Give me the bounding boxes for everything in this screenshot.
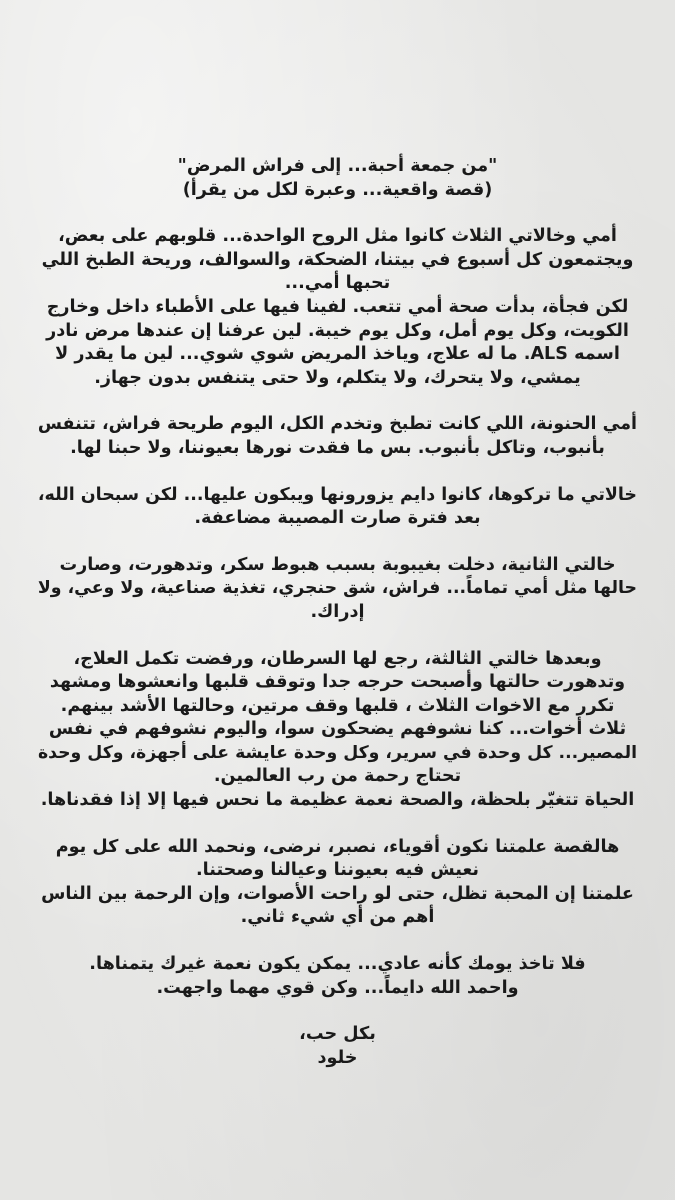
text-line: الحياة تتغيّر بلحظة، والصحة نعمة عظيمة ما نحس فيها إلا إذا فقدناها.	[40, 790, 635, 811]
signature-greeting: بكل حب،	[299, 1024, 376, 1045]
text-line: أهم من أي شيء ثاني.	[240, 907, 435, 928]
text-line: إدراك.	[310, 601, 365, 622]
text-line: الكويت، وكل يوم أمل، وكل يوم خيبة. لين عرفنا إن عندها مرض نادر	[46, 320, 629, 341]
paragraph-second-aunt	[38, 554, 637, 625]
paragraph-third-aunt	[38, 648, 637, 813]
title-line: "من جمعة أحبة... إلى فراش المرض"	[177, 156, 498, 176]
text-line: فلا تاخذ يومك كأنه عادي... يمكن يكون نعمة غيرك يتمناها.	[89, 954, 586, 975]
paragraph-illness	[38, 296, 637, 390]
story-text	[38, 155, 637, 1070]
story-title	[38, 155, 637, 202]
text-line: واحمد الله دايماً... وكن قوي مهما واجهت.	[156, 977, 519, 998]
text-line: بأنبوب، وتاكل بأنبوب. بس ما فقدت نورها بعيوننا، ولا حبنا لها.	[70, 437, 605, 458]
text-line: أمي الحنونة، اللي كانت تطبخ وتخدم الكل، اليوم طريحة فراش، تتنفس	[37, 414, 637, 435]
text-line: علمتنا إن المحبة تظل، حتى لو راحت الأصوات، وإن الرحمة بين الناس	[41, 883, 634, 904]
paragraph-mother	[38, 413, 637, 460]
text-line: وتدهورت حالتها وأصبحت حرجه جدا وتوقف قلبها وانعشوها ومشهد	[49, 672, 626, 693]
text-line: تكرر مع الاخوات الثلاث ، قلبها وقف مرتين، وحالتها الأشد بينهم.	[60, 695, 615, 716]
text-line: أمي وخالاتي الثلاث كانوا مثل الروح الواحدة... قلوبهم على بعض،	[58, 226, 617, 247]
text-line: نعيش فيه بعيوننا وعيالنا وصحتنا.	[195, 860, 479, 881]
text-line: حالها مثل أمي تماماً... فراش، شق حنجري، تغذية صناعية، ولا وعي، ولا	[37, 578, 637, 599]
text-line: اسمه ALS. ما له علاج، وياخذ المريض شوي شوي... لين ما يقدر لا	[55, 344, 620, 365]
signature-name: خلود	[317, 1047, 358, 1068]
signature	[38, 1023, 637, 1070]
text-line: خالتي الثانية، دخلت بغيبوبة بسبب هبوط سكر، وتدهورت، وصارت	[59, 554, 616, 575]
text-line: خالاتي ما تركوها، كانوا دايم يزورونها ويبكون عليها... لكن سبحان الله،	[37, 484, 637, 505]
text-line: لكن فجأة، بدأت صحة أمي تتعب. لفينا فيها على الأطباء داخل وخارج	[46, 296, 629, 317]
text-line: المصير... كل وحدة في سرير، وكل وحدة عايشة على أجهزة، وكل وحدة	[37, 742, 637, 763]
paragraph-aunts	[38, 484, 637, 531]
text-line: يمشي، ولا يتحرك، ولا يتكلم، ولا حتى يتنفس بدون جهاز.	[94, 367, 581, 388]
text-line: وبعدها خالتي الثالثة، رجع لها السرطان، ورفضت تكمل العلاج،	[73, 648, 602, 669]
text-line: هالقصة علمتنا نكون أقوياء، نصبر، نرضى، ونحمد الله على كل يوم	[55, 836, 620, 857]
text-line: ثلاث أخوات... كنا نشوفهم يضحكون سوا، واليوم نشوفهم في نفس	[48, 719, 627, 740]
text-line: تحبها أمي...	[284, 273, 391, 294]
subtitle-line: (قصة واقعية... وعبرة لكل من يقرأ)	[182, 179, 493, 200]
paragraph-lesson	[38, 836, 637, 930]
text-line: تحتاج رحمة من رب العالمين.	[213, 766, 462, 787]
text-line: بعد فترة صارت المصيبة مضاعفة.	[194, 508, 481, 529]
paragraph-intro	[38, 225, 637, 296]
text-line: ويجتمعون كل أسبوع في بيتنا، الضحكة، والسوالف، وريحة الطبخ اللي	[41, 249, 634, 270]
paragraph-closing	[38, 953, 637, 1000]
